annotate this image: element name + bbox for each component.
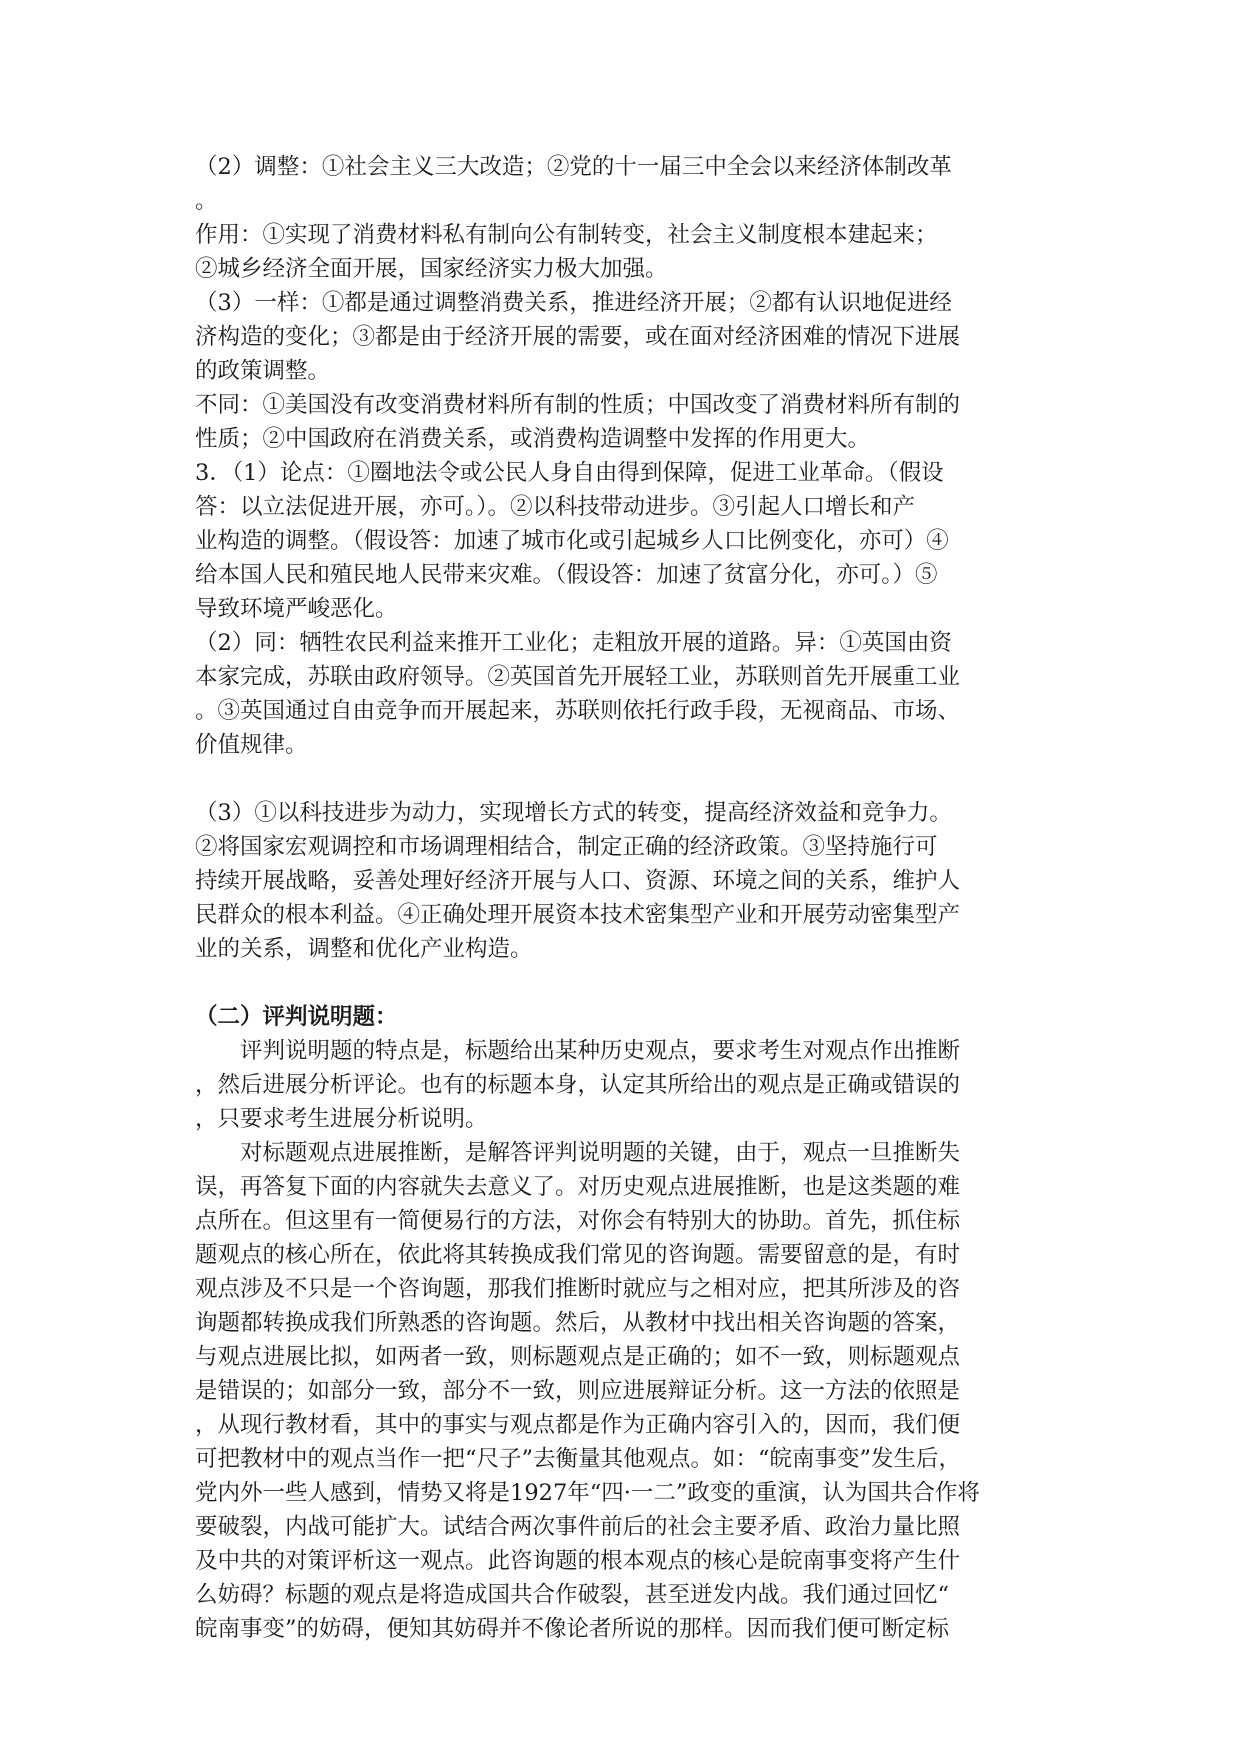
- text-line: 与观点进展比拟，如两者一致，则标题观点是正确的；如不一致，则标题观点: [195, 1344, 961, 1370]
- text-line: 济构造的变化；③都是由于经济开展的需要，或在面对经济困难的情况下进展: [195, 324, 961, 350]
- text-line: 性质；②中国政府在消费关系，或消费构造调整中发挥的作用更大。: [195, 426, 871, 452]
- text-line: 评判说明题的特点是，标题给出某种历史观点，要求考生对观点作出推断: [195, 1038, 961, 1064]
- text-line: 持续开展战略，妥善处理好经济开展与人口、资源、环境之间的关系，维护人: [195, 868, 961, 894]
- text-line: 是错误的；如部分一致，部分不一致，则应进展辩证分析。这一方法的依照是: [195, 1378, 961, 1404]
- text-line: 。: [195, 188, 218, 214]
- text-line: 3．（1）论点：①圈地法令或公民人身自由得到保障，促进工业革命。（假设: [195, 460, 944, 486]
- text-line: ，然后进展分析评论。也有的标题本身，认定其所给出的观点是正确或错误的: [195, 1072, 961, 1098]
- text-line: 皖南事变”的妨碍，便知其妨碍并不像论者所说的那样。因而我们便可断定标: [195, 1616, 950, 1642]
- text-line: ②城乡经济全面开展，国家经济实力极大加强。: [195, 256, 668, 282]
- text-line: ，只要求考生进展分析说明。: [195, 1106, 488, 1132]
- text-line: 误，再答复下面的内容就失去意义了。对历史观点进展推断，也是这类题的难: [195, 1174, 961, 1200]
- text-line: （2）同：牺牲农民利益来推开工业化；走粗放开展的道路。异：①英国由资: [195, 630, 952, 656]
- section-heading: （二）评判说明题：: [195, 1004, 398, 1030]
- text-line: 。③英国通过自由竞争而开展起来，苏联则依托行政手段，无视商品、市场、: [195, 698, 961, 724]
- text-line: 点所在。但这里有一简便易行的方法，对你会有特别大的协助。首先，抓住标: [195, 1208, 961, 1234]
- text-line: 给本国人民和殖民地人民带来灾难。（假设答：加速了贫富分化，亦可。）⑤: [195, 562, 938, 588]
- text-line: 及中共的对策评析这一观点。此咨询题的根本观点的核心是皖南事变将产生什: [195, 1548, 961, 1574]
- text-line: 业构造的调整。（假设答：加速了城市化或引起城乡人口比例变化，亦可）④: [195, 528, 949, 554]
- text-line: （2）调整：①社会主义三大改造；②党的十一届三中全会以来经济体制改革: [195, 154, 952, 180]
- text-line: 党内外一些人感到，情势又将是1927年“四·一二”政变的重演，认为国共合作将: [195, 1480, 980, 1506]
- text-line: 不同：①美国没有改变消费材料所有制的性质；中国改变了消费材料所有制的: [195, 392, 961, 418]
- text-line: 本家完成，苏联由政府领导。②英国首先开展轻工业，苏联则首先开展重工业: [195, 664, 961, 690]
- blank-line: [195, 966, 1045, 1000]
- text-line: 可把教材中的观点当作一把“尺子”去衡量其他观点。如：“皖南事变”发生后，: [195, 1446, 962, 1472]
- text-line: 作用：①实现了消费材料私有制向公有制转变，社会主义制度根本建起来；: [195, 222, 938, 248]
- text-line: 价值规律。: [195, 732, 308, 758]
- text-line: 业的关系，调整和优化产业构造。: [195, 936, 533, 962]
- text-line: 民群众的根本利益。④正确处理开展资本技术密集型产业和开展劳动密集型产: [195, 902, 961, 928]
- text-line: （3）①以科技进步为动力，实现增长方式的转变，提高经济效益和竞争力。: [195, 800, 952, 826]
- text-line: 么妨碍？标题的观点是将造成国共合作破裂，甚至迸发内战。我们通过回忆“: [195, 1582, 950, 1608]
- text-line: ，从现行教材看，其中的事实与观点都是作为正确内容引入的，因而，我们便: [195, 1412, 961, 1438]
- text-line: （3）一样：①都是通过调整消费关系，推进经济开展；②都有认识地促进经: [195, 290, 952, 316]
- text-line: ②将国家宏观调控和市场调理相结合，制定正确的经济政策。③坚持施行可: [195, 834, 938, 860]
- document-page: [195, 150, 1045, 1646]
- text-line: 题观点的核心所在，依此将其转换成我们常见的咨询题。需要留意的是，有时: [195, 1242, 961, 1268]
- text-line: 的政策调整。: [195, 358, 331, 384]
- text-line: 观点涉及不只是一个咨询题，那我们推断时就应与之相对应，把其所涉及的咨: [195, 1276, 961, 1302]
- blank-line: [195, 762, 1045, 796]
- text-line: 要破裂，内战可能扩大。试结合两次事件前后的社会主要矛盾、政治力量比照: [195, 1514, 961, 1540]
- text-line: 对标题观点进展推断，是解答评判说明题的关键，由于，观点一旦推断失: [195, 1140, 961, 1166]
- text-line: 答：以立法促进开展，亦可。）。②以科技带动进步。③引起人口增长和产: [195, 494, 916, 520]
- text-line: 询题都转换成我们所熟悉的咨询题。然后，从教材中找出相关咨询题的答案，: [195, 1310, 961, 1336]
- text-line: 导致环境严峻恶化。: [195, 596, 398, 622]
